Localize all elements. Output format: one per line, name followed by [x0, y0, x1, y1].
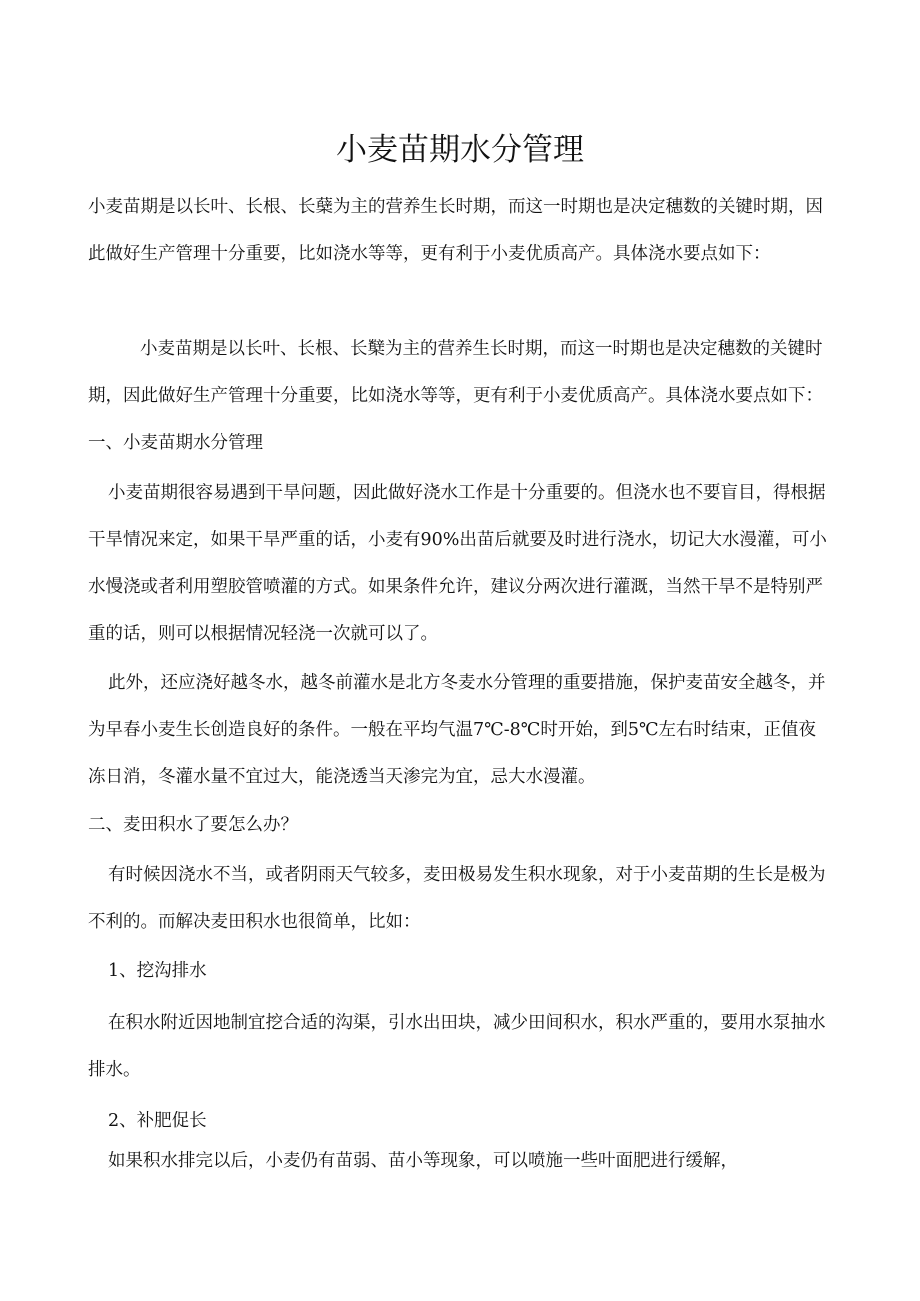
subheading-drainage: 1、挖沟排水	[108, 961, 207, 981]
paragraph-intro: 小麦苗期是以长叶、长根、长蘖为主的营养生长时期，而这一时期也是决定穗数的关键时期，因此做好生产管理十分重要，比如浇水等等，更有利于小麦优质高产。具体浇水要点如下：	[88, 197, 823, 264]
paragraph-winter-irrigation: 此外，还应浇好越冬水，越冬前灌水是北方冬麦水分管理的重要措施，保护麦苗安全越冬，并为早春小麦生长创造良好的条件。一般在平均气温7℃-8℃时开始，到5℃左右时结束，正值夜冻日消，冬灌水量不宜过大，能浇透当天渗完为宜，忌大水漫灌。	[88, 673, 826, 787]
section-heading-waterlogging: 二、麦田积水了要怎么办？	[88, 815, 298, 835]
subheading-fertilizer: 2、补肥促长	[108, 1111, 207, 1131]
paragraph-intro-repeat: 小麦苗期是以长叶、长根、长櫱为主的营养生长时期，而这一时期也是决定穗数的关键时期，因此做好生产管理十分重要，比如浇水等等，更有利于小麦优质高产。具体浇水要点如下：一、小麦苗期水分管理	[88, 339, 823, 453]
paragraph-seedling-drought: 小麦苗期很容易遇到干旱问题，因此做好浇水工作是十分重要的。但浇水也不要盲目，得根据干旱情况来定，如果干旱严重的话，小麦有90%出苗后就要及时进行浇水，切记大水漫灌，可小水慢浇或者利用塑胶管喷灌的方式。如果条件允许，建议分两次进行灌溉，当然干旱不是特别严重的话，则可以根据情况轻浇一次就可以了。	[88, 483, 827, 644]
paragraph-fertilizer: 如果积水排完以后，小麦仍有苗弱、苗小等现象，可以喷施一些叶面肥进行缓解，	[108, 1151, 738, 1171]
paragraph-waterlogging: 有时候因浇水不当，或者阴雨天气较多，麦田极易发生积水现象，对于小麦苗期的生长是极为不利的。而解决麦田积水也很简单，比如：	[88, 865, 826, 932]
document-title: 小麦苗期水分管理	[336, 132, 584, 168]
paragraph-drainage: 在积水附近因地制宜挖合适的沟渠，引水出田块，减少田间积水，积水严重的，要用水泵抽水排水。	[88, 1013, 826, 1080]
